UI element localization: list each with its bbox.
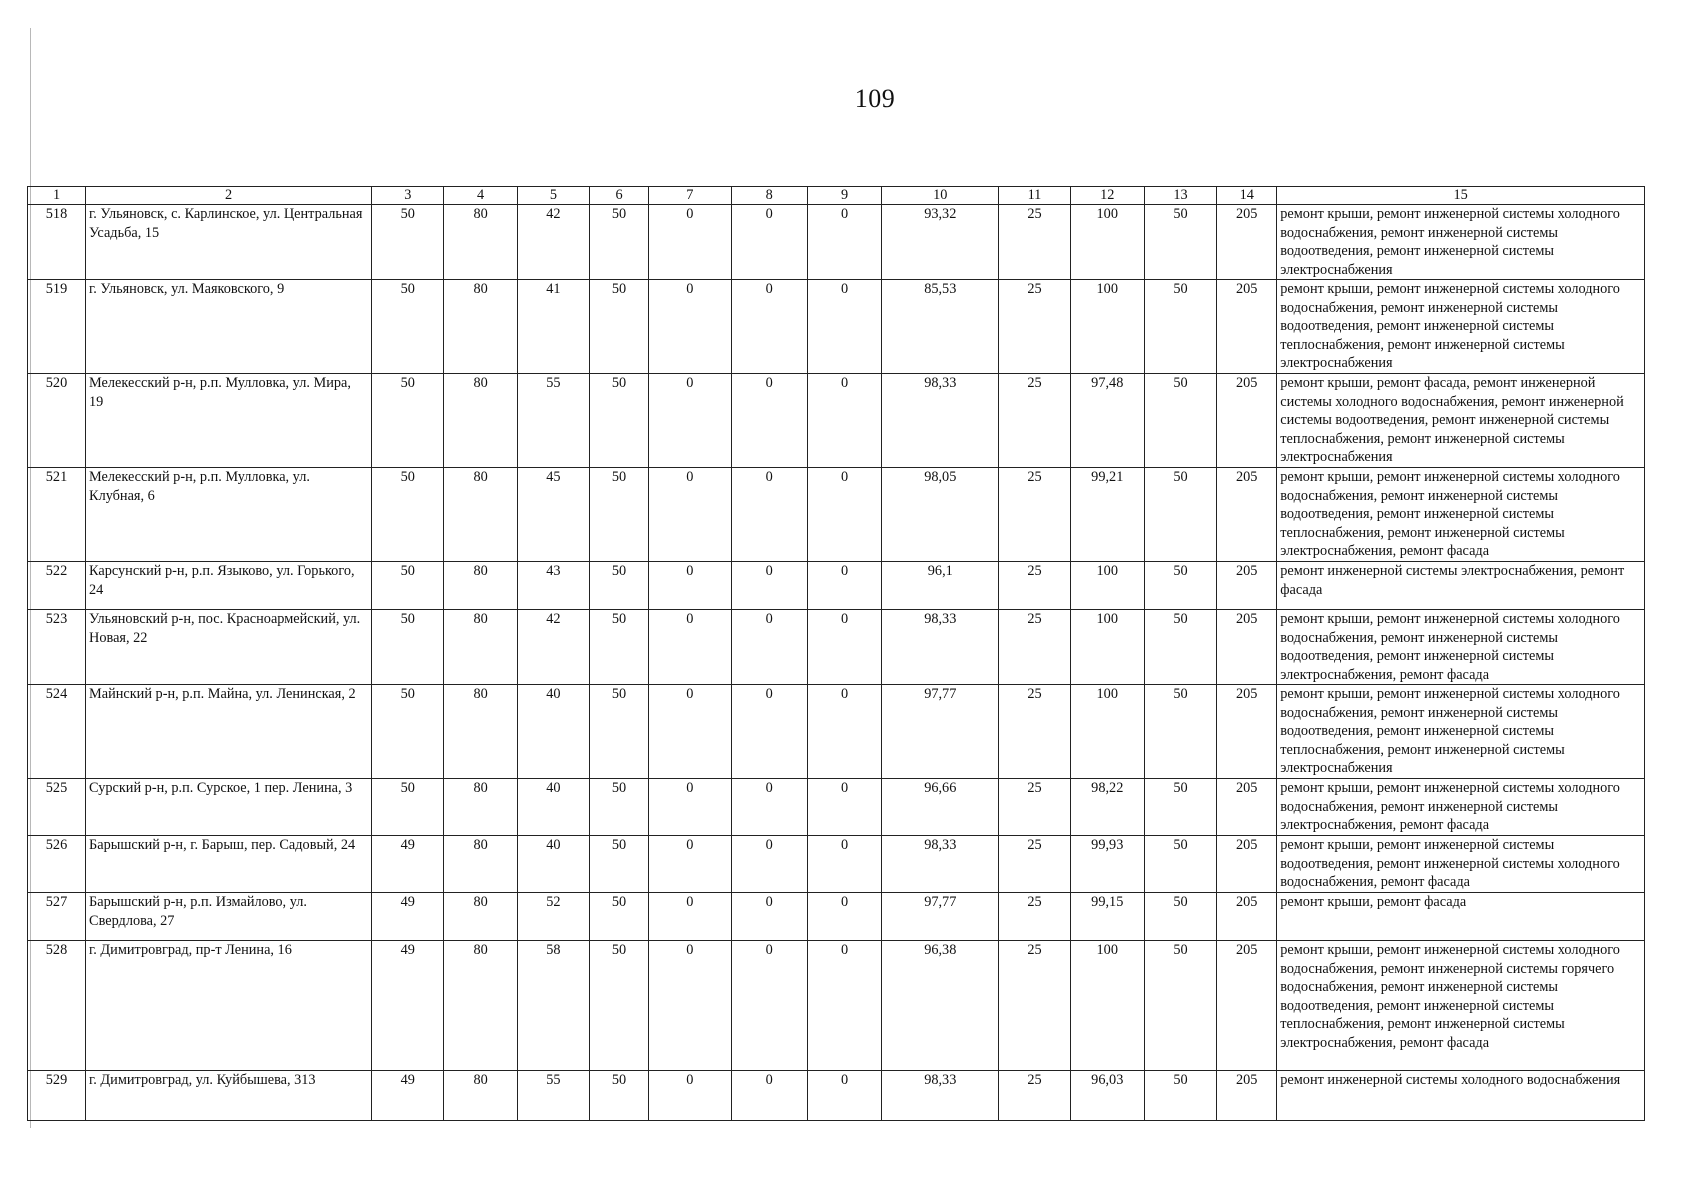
col4-cell: 80 <box>444 562 517 610</box>
col9-cell: 0 <box>807 205 881 280</box>
col6-cell: 50 <box>590 893 649 941</box>
col11-cell: 25 <box>999 468 1070 562</box>
col7-cell: 0 <box>649 779 731 836</box>
col9-cell: 0 <box>807 685 881 779</box>
col10-cell: 98,33 <box>882 1071 999 1121</box>
col4-cell: 80 <box>444 280 517 374</box>
column-header-8: 8 <box>731 187 807 205</box>
col10-cell: 98,33 <box>882 374 999 468</box>
table-row <box>28 205 1645 280</box>
table-row <box>28 779 1645 836</box>
col9-cell: 0 <box>807 836 881 893</box>
address-cell: г. Димитровград, пр-т Ленина, 16 <box>86 941 372 1071</box>
table-row <box>28 468 1645 562</box>
works-list-cell: ремонт крыши, ремонт инженерной системы холодного водоснабжения, ремонт инженерной системы водоотведения, ремонт инженерной системы теплоснабжения, ремонт инженерной системы электроснабжения <box>1277 685 1645 779</box>
col8-cell: 0 <box>731 893 807 941</box>
col4-cell: 80 <box>444 941 517 1071</box>
col11-cell: 25 <box>999 685 1070 779</box>
address-cell: Майнский р-н, р.п. Майна, ул. Ленинская, 2 <box>86 685 372 779</box>
address-cell: Сурский р-н, р.п. Сурское, 1 пер. Ленина, 3 <box>86 779 372 836</box>
col14-cell: 205 <box>1217 836 1277 893</box>
works-list-cell: ремонт крыши, ремонт инженерной системы холодного водоснабжения, ремонт инженерной системы водоотведения, ремонт инженерной системы электроснабжения, ремонт фасада <box>1277 610 1645 685</box>
col5-cell: 41 <box>517 280 589 374</box>
col12-cell: 99,21 <box>1070 468 1144 562</box>
col7-cell: 0 <box>649 836 731 893</box>
column-header-2: 2 <box>86 187 372 205</box>
col3-cell: 50 <box>372 779 444 836</box>
col14-cell: 205 <box>1217 610 1277 685</box>
table-row <box>28 941 1645 1071</box>
col10-cell: 93,32 <box>882 205 999 280</box>
row-number: 518 <box>28 205 86 280</box>
column-header-5: 5 <box>517 187 589 205</box>
col3-cell: 50 <box>372 205 444 280</box>
col3-cell: 50 <box>372 468 444 562</box>
row-number: 523 <box>28 610 86 685</box>
col4-cell: 80 <box>444 779 517 836</box>
col14-cell: 205 <box>1217 893 1277 941</box>
col9-cell: 0 <box>807 280 881 374</box>
col6-cell: 50 <box>590 468 649 562</box>
col4-cell: 80 <box>444 374 517 468</box>
col11-cell: 25 <box>999 610 1070 685</box>
col10-cell: 97,77 <box>882 685 999 779</box>
table-row <box>28 374 1645 468</box>
works-list-cell: ремонт инженерной системы холодного водоснабжения <box>1277 1071 1645 1121</box>
col8-cell: 0 <box>731 205 807 280</box>
repair-program-table <box>27 186 1645 1121</box>
col5-cell: 43 <box>517 562 589 610</box>
col12-cell: 96,03 <box>1070 1071 1144 1121</box>
row-number: 526 <box>28 836 86 893</box>
col7-cell: 0 <box>649 280 731 374</box>
works-list-cell: ремонт инженерной системы электроснабжения, ремонт фасада <box>1277 562 1645 610</box>
col11-cell: 25 <box>999 205 1070 280</box>
col3-cell: 50 <box>372 685 444 779</box>
col4-cell: 80 <box>444 836 517 893</box>
col4-cell: 80 <box>444 610 517 685</box>
col5-cell: 40 <box>517 685 589 779</box>
col8-cell: 0 <box>731 836 807 893</box>
column-header-15: 15 <box>1277 187 1645 205</box>
column-header-3: 3 <box>372 187 444 205</box>
col5-cell: 42 <box>517 610 589 685</box>
col7-cell: 0 <box>649 374 731 468</box>
address-cell: Карсунский р-н, р.п. Языково, ул. Горького, 24 <box>86 562 372 610</box>
col11-cell: 25 <box>999 893 1070 941</box>
works-list-cell: ремонт крыши, ремонт инженерной системы водоотведения, ремонт инженерной системы холодного водоснабжения, ремонт фасада <box>1277 836 1645 893</box>
col9-cell: 0 <box>807 610 881 685</box>
column-header-14: 14 <box>1217 187 1277 205</box>
table-row <box>28 1071 1645 1121</box>
address-cell: Барышский р-н, г. Барыш, пер. Садовый, 24 <box>86 836 372 893</box>
col4-cell: 80 <box>444 468 517 562</box>
col8-cell: 0 <box>731 374 807 468</box>
address-cell: Мелекесский р-н, р.п. Мулловка, ул. Мира, 19 <box>86 374 372 468</box>
col14-cell: 205 <box>1217 941 1277 1071</box>
row-number: 520 <box>28 374 86 468</box>
col3-cell: 50 <box>372 280 444 374</box>
col13-cell: 50 <box>1144 610 1216 685</box>
col6-cell: 50 <box>590 374 649 468</box>
col11-cell: 25 <box>999 941 1070 1071</box>
col13-cell: 50 <box>1144 205 1216 280</box>
works-list-cell: ремонт крыши, ремонт фасада <box>1277 893 1645 941</box>
col10-cell: 98,33 <box>882 610 999 685</box>
col12-cell: 99,93 <box>1070 836 1144 893</box>
col3-cell: 50 <box>372 610 444 685</box>
col14-cell: 205 <box>1217 562 1277 610</box>
row-number: 519 <box>28 280 86 374</box>
col7-cell: 0 <box>649 562 731 610</box>
table-row <box>28 562 1645 610</box>
row-number: 522 <box>28 562 86 610</box>
col6-cell: 50 <box>590 779 649 836</box>
col12-cell: 100 <box>1070 610 1144 685</box>
col8-cell: 0 <box>731 941 807 1071</box>
col9-cell: 0 <box>807 562 881 610</box>
col3-cell: 49 <box>372 836 444 893</box>
col14-cell: 205 <box>1217 205 1277 280</box>
col8-cell: 0 <box>731 1071 807 1121</box>
col5-cell: 58 <box>517 941 589 1071</box>
col14-cell: 205 <box>1217 685 1277 779</box>
col6-cell: 50 <box>590 205 649 280</box>
col12-cell: 97,48 <box>1070 374 1144 468</box>
col5-cell: 42 <box>517 205 589 280</box>
col13-cell: 50 <box>1144 280 1216 374</box>
works-list-cell: ремонт крыши, ремонт инженерной системы холодного водоснабжения, ремонт инженерной системы водоотведения, ремонт инженерной системы электроснабжения <box>1277 205 1645 280</box>
col3-cell: 49 <box>372 1071 444 1121</box>
col14-cell: 205 <box>1217 468 1277 562</box>
column-header-10: 10 <box>882 187 999 205</box>
column-header-13: 13 <box>1144 187 1216 205</box>
col9-cell: 0 <box>807 374 881 468</box>
col3-cell: 49 <box>372 941 444 1071</box>
col9-cell: 0 <box>807 779 881 836</box>
col13-cell: 50 <box>1144 941 1216 1071</box>
col11-cell: 25 <box>999 562 1070 610</box>
col4-cell: 80 <box>444 685 517 779</box>
row-number: 528 <box>28 941 86 1071</box>
col3-cell: 50 <box>372 562 444 610</box>
table-body <box>28 205 1645 1121</box>
col4-cell: 80 <box>444 1071 517 1121</box>
col5-cell: 55 <box>517 1071 589 1121</box>
col9-cell: 0 <box>807 893 881 941</box>
col9-cell: 0 <box>807 468 881 562</box>
column-header-12: 12 <box>1070 187 1144 205</box>
col13-cell: 50 <box>1144 1071 1216 1121</box>
address-cell: г. Ульяновск, с. Карлинское, ул. Центральная Усадьба, 15 <box>86 205 372 280</box>
col13-cell: 50 <box>1144 685 1216 779</box>
address-cell: г. Димитровград, ул. Куйбышева, 313 <box>86 1071 372 1121</box>
col6-cell: 50 <box>590 836 649 893</box>
col8-cell: 0 <box>731 610 807 685</box>
col5-cell: 40 <box>517 836 589 893</box>
column-header-9: 9 <box>807 187 881 205</box>
col10-cell: 98,05 <box>882 468 999 562</box>
col12-cell: 100 <box>1070 562 1144 610</box>
col7-cell: 0 <box>649 685 731 779</box>
col6-cell: 50 <box>590 562 649 610</box>
works-list-cell: ремонт крыши, ремонт инженерной системы холодного водоснабжения, ремонт инженерной системы электроснабжения, ремонт фасада <box>1277 779 1645 836</box>
col5-cell: 55 <box>517 374 589 468</box>
col5-cell: 40 <box>517 779 589 836</box>
col6-cell: 50 <box>590 610 649 685</box>
col12-cell: 98,22 <box>1070 779 1144 836</box>
col10-cell: 96,66 <box>882 779 999 836</box>
col9-cell: 0 <box>807 941 881 1071</box>
col6-cell: 50 <box>590 1071 649 1121</box>
col13-cell: 50 <box>1144 562 1216 610</box>
col9-cell: 0 <box>807 1071 881 1121</box>
col12-cell: 100 <box>1070 685 1144 779</box>
col13-cell: 50 <box>1144 836 1216 893</box>
row-number: 527 <box>28 893 86 941</box>
col5-cell: 52 <box>517 893 589 941</box>
column-header-6: 6 <box>590 187 649 205</box>
col10-cell: 85,53 <box>882 280 999 374</box>
col14-cell: 205 <box>1217 779 1277 836</box>
address-cell: Мелекесский р-н, р.п. Мулловка, ул. Клубная, 6 <box>86 468 372 562</box>
address-cell: г. Ульяновск, ул. Маяковского, 9 <box>86 280 372 374</box>
address-cell: Барышский р-н, р.п. Измайлово, ул. Свердлова, 27 <box>86 893 372 941</box>
col6-cell: 50 <box>590 280 649 374</box>
col4-cell: 80 <box>444 893 517 941</box>
row-number: 524 <box>28 685 86 779</box>
row-number: 525 <box>28 779 86 836</box>
address-cell: Ульяновский р-н, пос. Красноармейский, ул. Новая, 22 <box>86 610 372 685</box>
col3-cell: 49 <box>372 893 444 941</box>
col11-cell: 25 <box>999 779 1070 836</box>
column-header-11: 11 <box>999 187 1070 205</box>
col11-cell: 25 <box>999 1071 1070 1121</box>
row-number: 521 <box>28 468 86 562</box>
col7-cell: 0 <box>649 1071 731 1121</box>
col13-cell: 50 <box>1144 468 1216 562</box>
col12-cell: 100 <box>1070 205 1144 280</box>
col10-cell: 97,77 <box>882 893 999 941</box>
col7-cell: 0 <box>649 610 731 685</box>
col10-cell: 96,1 <box>882 562 999 610</box>
col8-cell: 0 <box>731 562 807 610</box>
col5-cell: 45 <box>517 468 589 562</box>
col6-cell: 50 <box>590 685 649 779</box>
col8-cell: 0 <box>731 685 807 779</box>
col13-cell: 50 <box>1144 779 1216 836</box>
col13-cell: 50 <box>1144 374 1216 468</box>
works-list-cell: ремонт крыши, ремонт фасада, ремонт инженерной системы холодного водоснабжения, ремонт инженерной системы водоотведения, ремонт инженерной системы теплоснабжения, ремонт инженерной системы электроснабжения <box>1277 374 1645 468</box>
col8-cell: 0 <box>731 468 807 562</box>
column-header-1: 1 <box>28 187 86 205</box>
col11-cell: 25 <box>999 374 1070 468</box>
col14-cell: 205 <box>1217 280 1277 374</box>
col7-cell: 0 <box>649 941 731 1071</box>
table-row <box>28 893 1645 941</box>
table-row <box>28 685 1645 779</box>
col11-cell: 25 <box>999 280 1070 374</box>
col7-cell: 0 <box>649 893 731 941</box>
col6-cell: 50 <box>590 941 649 1071</box>
col14-cell: 205 <box>1217 1071 1277 1121</box>
col3-cell: 50 <box>372 374 444 468</box>
row-number: 529 <box>28 1071 86 1121</box>
column-number-header-row <box>28 187 1645 205</box>
col14-cell: 205 <box>1217 374 1277 468</box>
col12-cell: 99,15 <box>1070 893 1144 941</box>
col10-cell: 98,33 <box>882 836 999 893</box>
column-header-7: 7 <box>649 187 731 205</box>
table-row <box>28 610 1645 685</box>
col10-cell: 96,38 <box>882 941 999 1071</box>
col4-cell: 80 <box>444 205 517 280</box>
col8-cell: 0 <box>731 280 807 374</box>
works-list-cell: ремонт крыши, ремонт инженерной системы холодного водоснабжения, ремонт инженерной системы водоотведения, ремонт инженерной системы теплоснабжения, ремонт инженерной системы электроснабжения <box>1277 280 1645 374</box>
col13-cell: 50 <box>1144 893 1216 941</box>
col12-cell: 100 <box>1070 280 1144 374</box>
col7-cell: 0 <box>649 205 731 280</box>
column-header-4: 4 <box>444 187 517 205</box>
table-row <box>28 836 1645 893</box>
table-row <box>28 280 1645 374</box>
works-list-cell: ремонт крыши, ремонт инженерной системы холодного водоснабжения, ремонт инженерной системы водоотведения, ремонт инженерной системы теплоснабжения, ремонт инженерной системы электроснабжения, ремонт фасада <box>1277 468 1645 562</box>
col7-cell: 0 <box>649 468 731 562</box>
col12-cell: 100 <box>1070 941 1144 1071</box>
col11-cell: 25 <box>999 836 1070 893</box>
works-list-cell: ремонт крыши, ремонт инженерной системы холодного водоснабжения, ремонт инженерной системы горячего водоснабжения, ремонт инженерной системы водоотведения, ремонт инженерной системы теплоснабжения, ремонт инженерной системы электроснабжения, ремонт фасада <box>1277 941 1645 1071</box>
col8-cell: 0 <box>731 779 807 836</box>
page-number: 109 <box>854 84 896 113</box>
